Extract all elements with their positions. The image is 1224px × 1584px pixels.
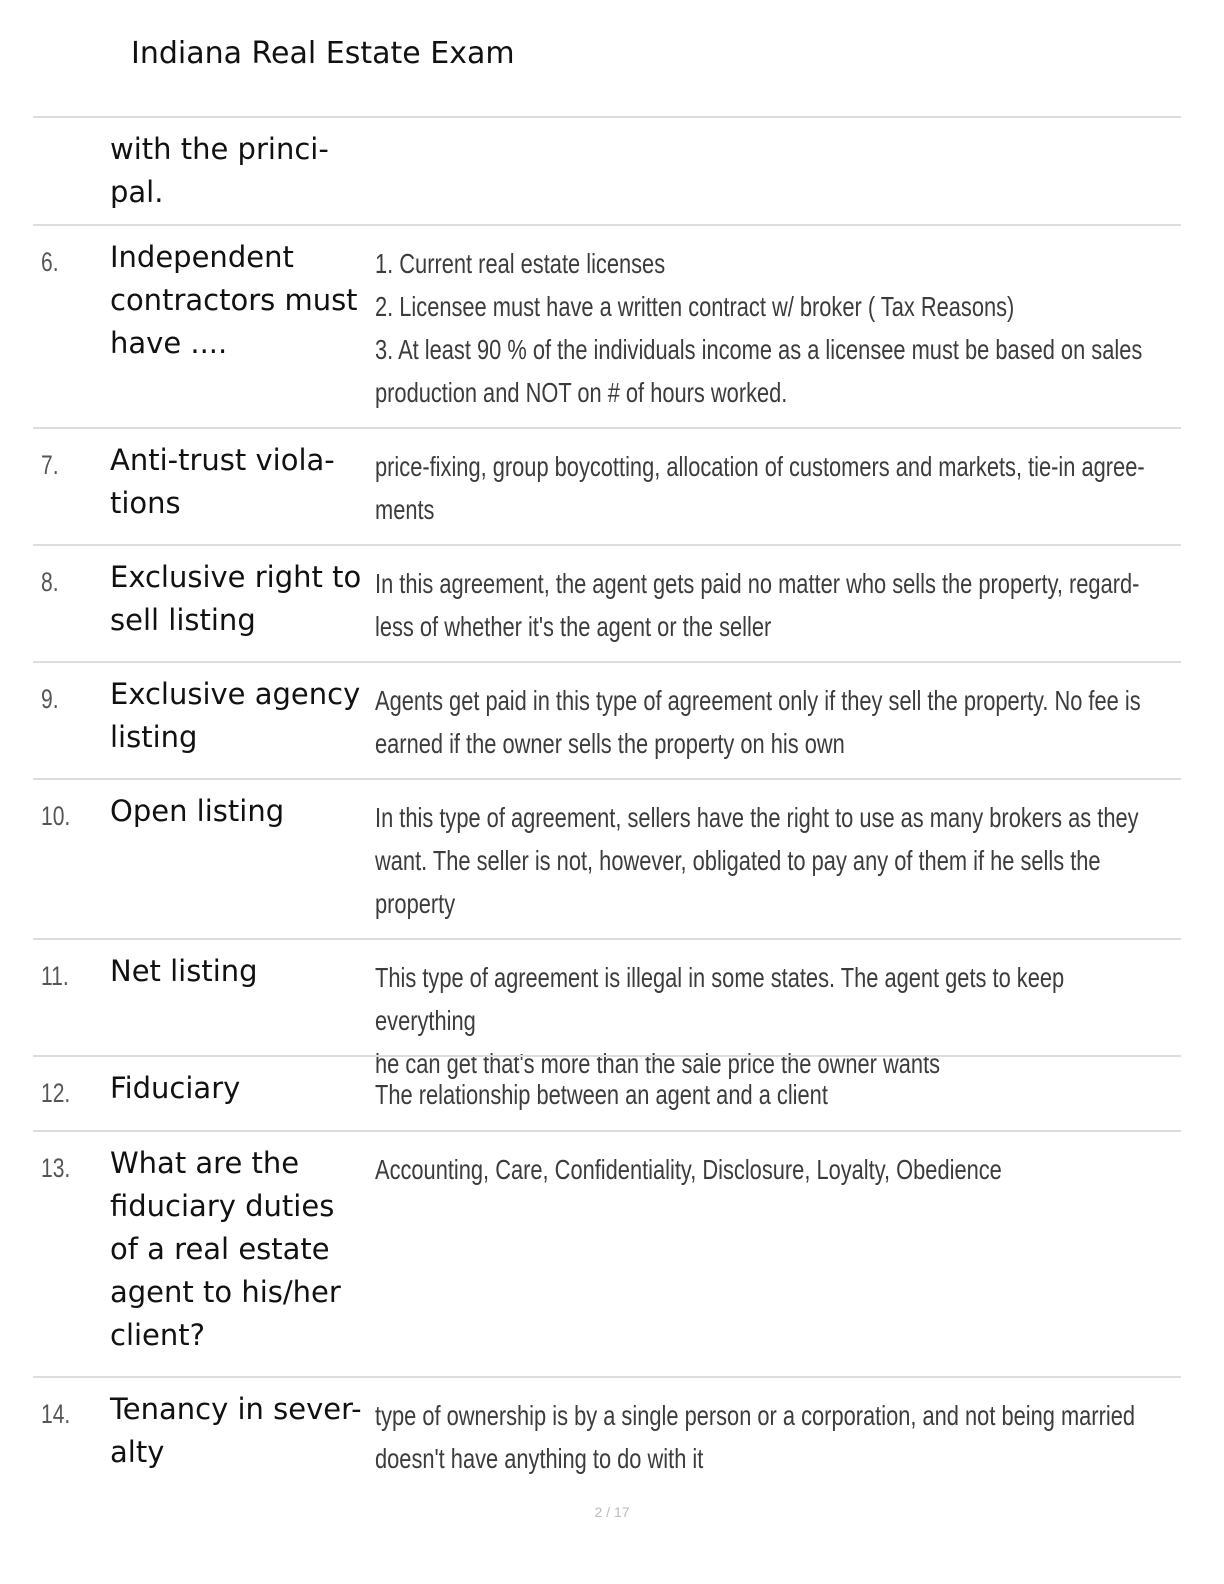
card-definition: This type of agreement is illegal in some states. The agent gets to keep everything he can get that's more than the sale price the owner wants bbox=[375, 962, 1065, 1079]
flashcard bbox=[33, 938, 1181, 1079]
flashcard bbox=[33, 224, 1181, 427]
card-number: 10. bbox=[41, 801, 71, 831]
card-term: Tenancy in sever- alty bbox=[110, 1392, 362, 1469]
flashcard bbox=[33, 778, 1181, 938]
card-number: 11. bbox=[41, 961, 69, 991]
flashcard bbox=[33, 427, 1181, 544]
card-number: 14. bbox=[41, 1399, 71, 1429]
flashcard bbox=[33, 1130, 1181, 1376]
flashcard bbox=[33, 1376, 1181, 1486]
card-term: What are the fiduciary duties of a real estate agent to his/her client? bbox=[110, 1146, 341, 1352]
flashcard bbox=[33, 661, 1181, 778]
card-term: Independent contractors must have .... bbox=[110, 240, 358, 360]
card-term: with the princi- pal. bbox=[110, 132, 329, 209]
card-definition: Accounting, Care, Confidentiality, Disclosure, Loyalty, Obedience bbox=[375, 1154, 1002, 1185]
card-definition: In this type of agreement, sellers have the right to use as many brokers as they want. The seller is not, however, obligated to pay any of them if he sells the property bbox=[375, 802, 1139, 919]
card-term: Net listing bbox=[110, 954, 258, 988]
card-definition: The relationship between an agent and a client bbox=[375, 1079, 828, 1110]
card-definition: Agents get paid in this type of agreement only if they sell the property. No fee is earned if the owner sells the property on his own bbox=[375, 685, 1141, 759]
card-number: 9. bbox=[41, 684, 59, 714]
card-term: Anti-trust viola- tions bbox=[110, 443, 335, 520]
card-number: 12. bbox=[41, 1078, 71, 1108]
card-definition: In this agreement, the agent gets paid no matter who sells the property, regard- less of whether it's the agent or the seller bbox=[375, 568, 1140, 642]
card-definition: type of ownership is by a single person or a corporation, and not being married doesn't have anything to do with it bbox=[375, 1400, 1135, 1474]
document-title: Indiana Real Estate Exam bbox=[131, 36, 515, 71]
flashcard bbox=[33, 116, 1181, 224]
page-number: 2 / 17 bbox=[594, 1504, 630, 1520]
card-number: 6. bbox=[41, 247, 59, 277]
card-number: 13. bbox=[41, 1153, 71, 1183]
card-definition: price-fixing, group boycotting, allocation of customers and markets, tie-in agree- ments bbox=[375, 451, 1145, 525]
card-term: Exclusive right to sell listing bbox=[110, 560, 362, 637]
card-term: Open listing bbox=[110, 794, 285, 828]
card-definition: 1. Current real estate licenses 2. Licensee must have a written contract w/ broker ( Tax Reasons) 3. At least 90 % of the individuals income as a licensee must be based on sales production and NOT on # of hours worked. bbox=[375, 248, 1143, 408]
card-term: Exclusive agency listing bbox=[110, 677, 361, 754]
card-number: 8. bbox=[41, 567, 59, 597]
card-number: 7. bbox=[41, 450, 59, 480]
flashcard-list bbox=[33, 116, 1181, 1486]
card-term: Fiduciary bbox=[110, 1071, 241, 1105]
flashcard bbox=[33, 1055, 1181, 1130]
flashcard bbox=[33, 544, 1181, 661]
